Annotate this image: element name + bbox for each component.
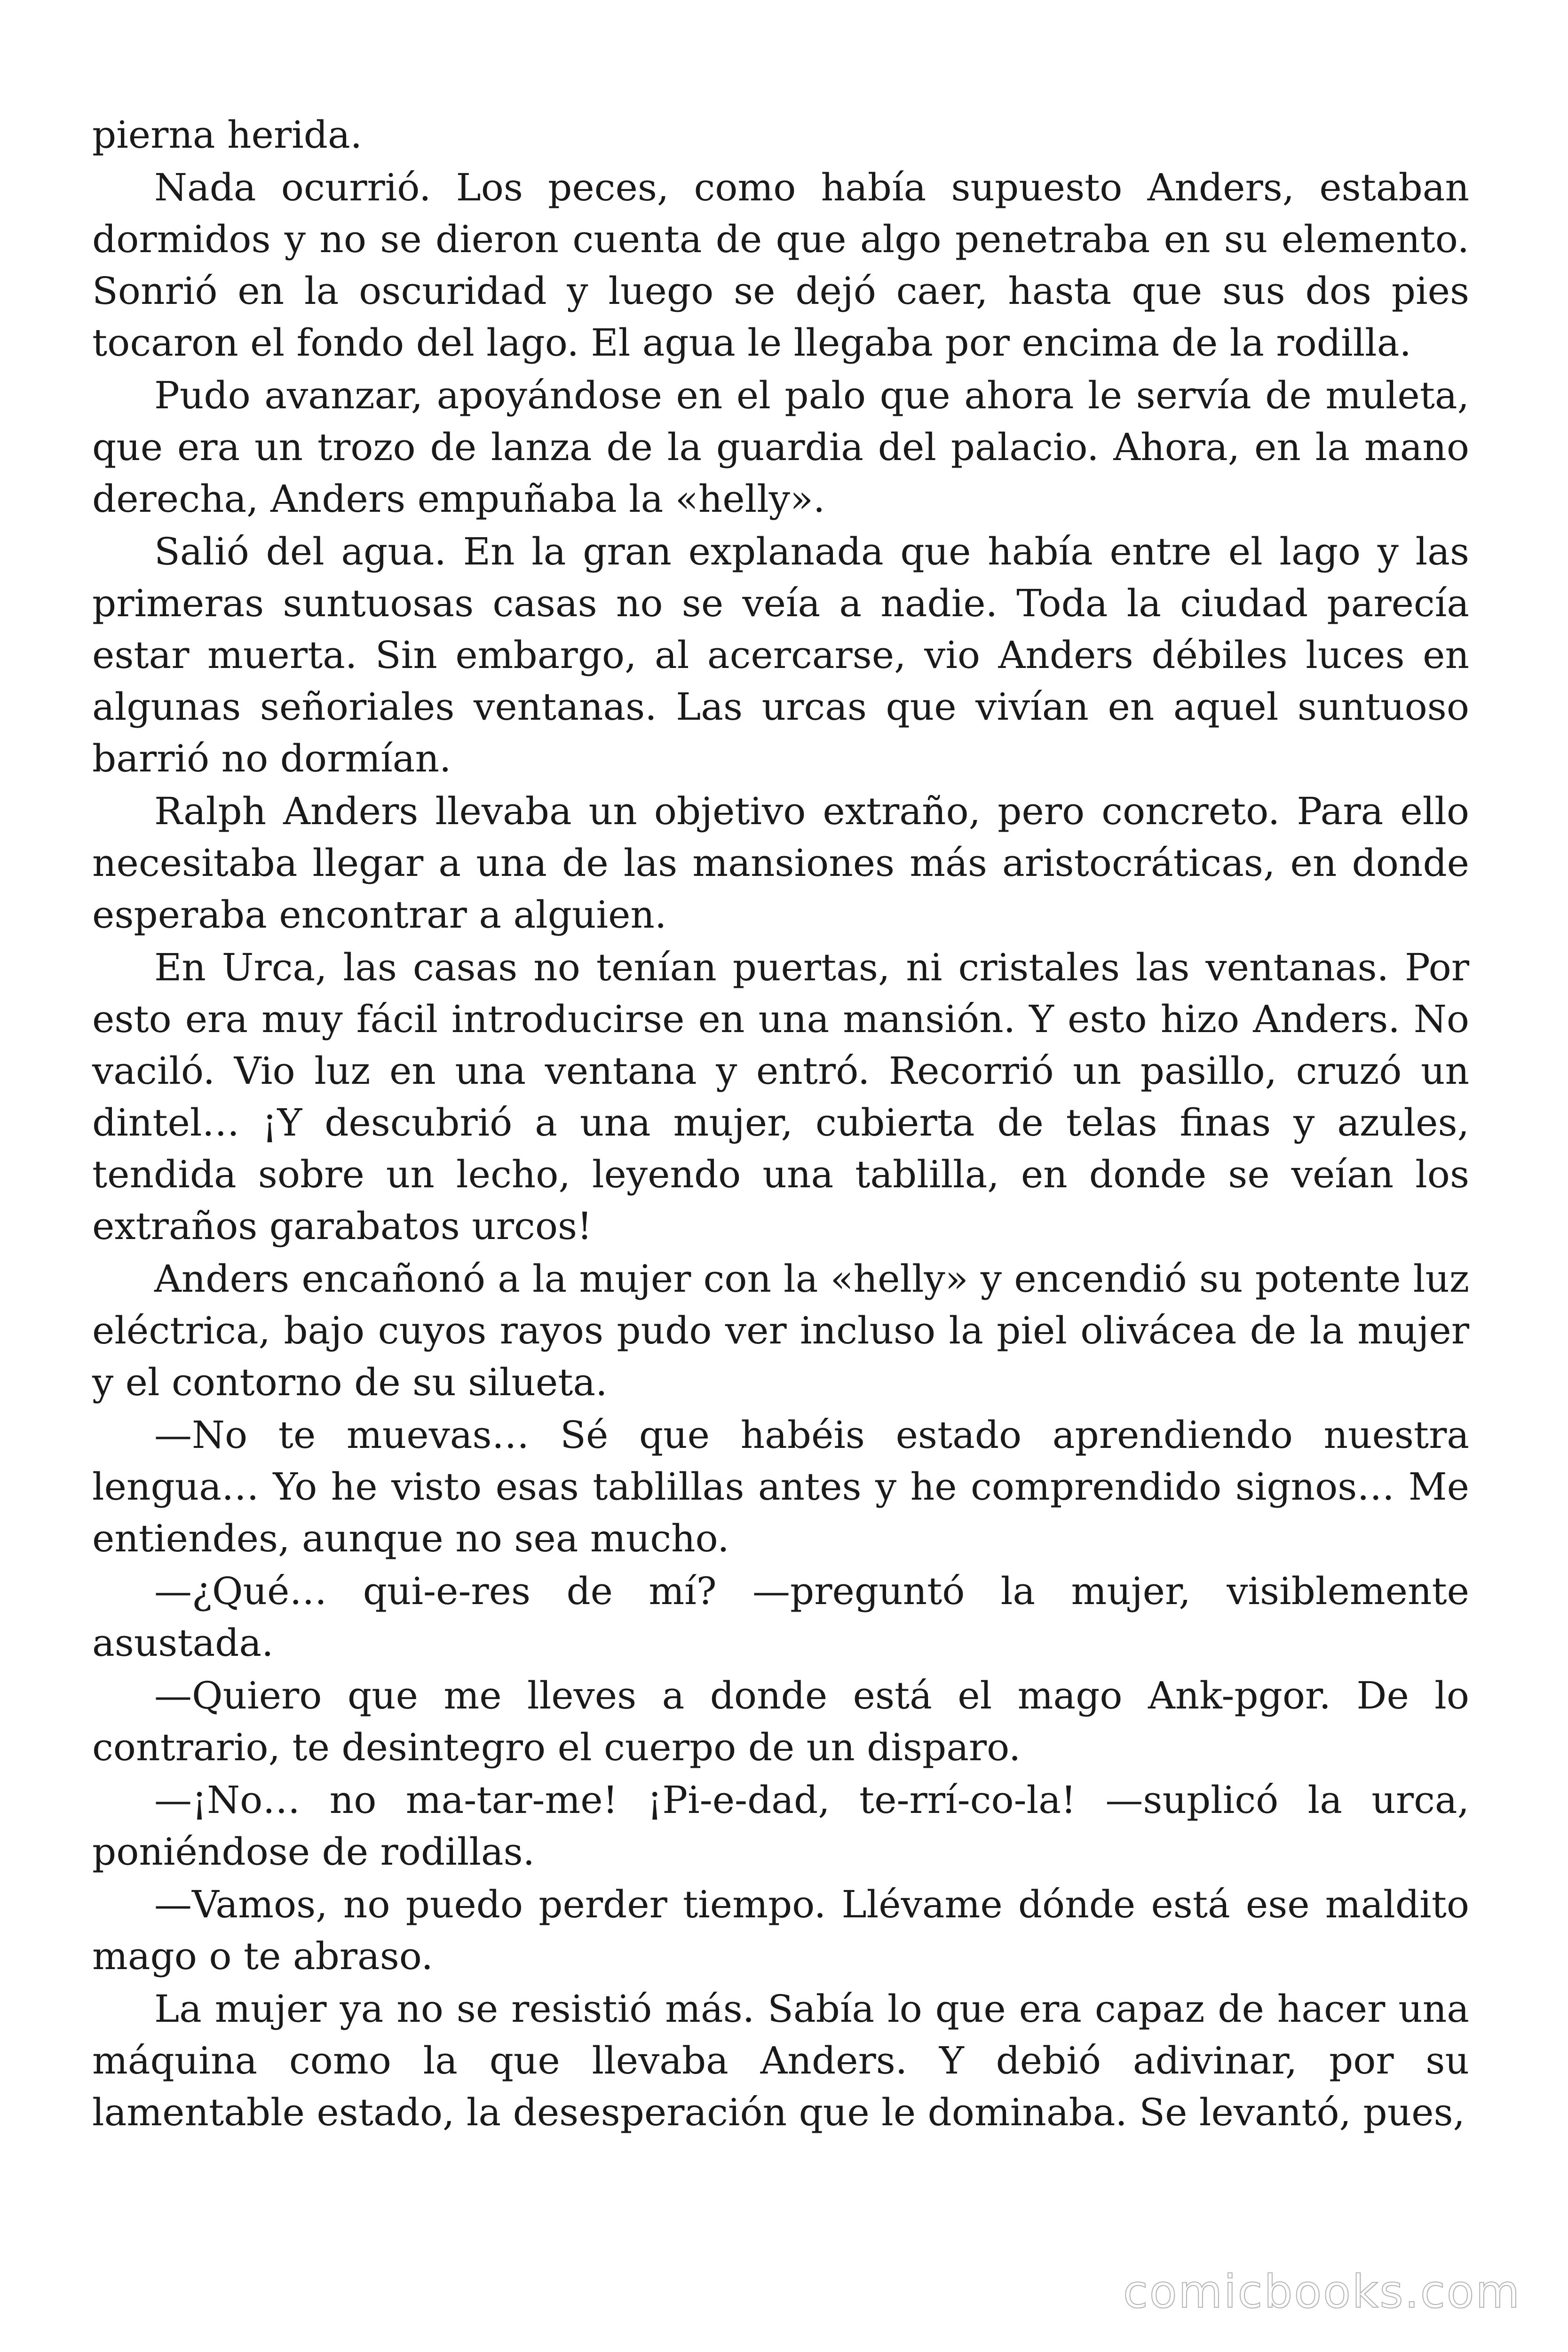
dialogue-paragraph: —No te muevas… Sé que habéis estado aprendiendo nuestra lengua… Yo he visto esas tablillas antes y he comprendido signos… Me entiendes, aunque no sea mucho. (92, 1413, 1469, 1560)
dialogue-paragraph: —Vamos, no puedo perder tiempo. Llévame dónde está ese maldito mago o te abraso. (92, 1883, 1469, 1978)
paragraph: Nada ocurrió. Los peces, como había supuesto Anders, estaban dormidos y no se dieron cuenta de que algo penetraba en su elemento. Sonrió en la oscuridad y luego se dejó caer, hasta que sus dos pies tocaron el fondo del lago. El agua le llegaba por encima de la rodilla. (92, 166, 1469, 365)
paragraph: En Urca, las casas no tenían puertas, ni cristales las ventanas. Por esto era muy fácil introducirse en una mansión. Y esto hizo Anders. No vaciló. Vio luz en una ventana y entró. Recorrió un pasillo, cruzó un dintel… ¡Y descubrió a una mujer, cubierta de telas finas y azules, tendida sobre un lecho, leyendo una tablilla, en donde se veían los extraños garabatos urcos! (92, 946, 1469, 1248)
watermark-logo: comicbooks.com (1123, 2265, 1521, 2318)
paragraph: Anders encañonó a la mujer con la «helly» y encendió su potente luz eléctrica, bajo cuyos rayos pudo ver incluso la piel olivácea de la mujer y el contorno de su silueta. (92, 1257, 1469, 1404)
dialogue-paragraph: —Quiero que me lleves a donde está el mago Ank-pgor. De lo contrario, te desintegro el cuerpo de un disparo. (92, 1674, 1469, 1769)
paragraph: Ralph Anders llevaba un objetivo extraño, pero concreto. Para ello necesitaba llegar a una de las mansiones más aristocráticas, en donde esperaba encontrar a alguien. (92, 789, 1469, 937)
paragraph-continued: pierna herida. (92, 113, 363, 157)
dialogue-paragraph: —¡No… no ma-tar-me! ¡Pi-e-dad, te-rrí-co-la! —suplicó la urca, poniéndose de rodillas. (92, 1778, 1469, 1874)
paragraph: Salió del agua. En la gran explanada que había entre el lago y las primeras suntuosas casas no se veía a nadie. Toda la ciudad parecía estar muerta. Sin embargo, al acercarse, vio Anders débiles luces en algunas señoriales ventanas. Las urcas que vivían en aquel suntuoso barrió no dormían. (92, 530, 1469, 780)
paragraph: La mujer ya no se resistió más. Sabía lo que era capaz de hacer una máquina como la que llevaba Anders. Y debió adivinar, por su lamentable estado, la desesperación que le dominaba. Se levantó, pues, (92, 1987, 1469, 2134)
page-body-text (92, 109, 1469, 2139)
paragraph: Pudo avanzar, apoyándose en el palo que ahora le servía de muleta, que era un trozo de lanza de la guardia del palacio. Ahora, en la mano derecha, Anders empuñaba la «helly». (92, 373, 1469, 521)
dialogue-paragraph: —¿Qué… qui-e-res de mí? —preguntó la mujer, visiblemente asustada. (92, 1569, 1469, 1665)
